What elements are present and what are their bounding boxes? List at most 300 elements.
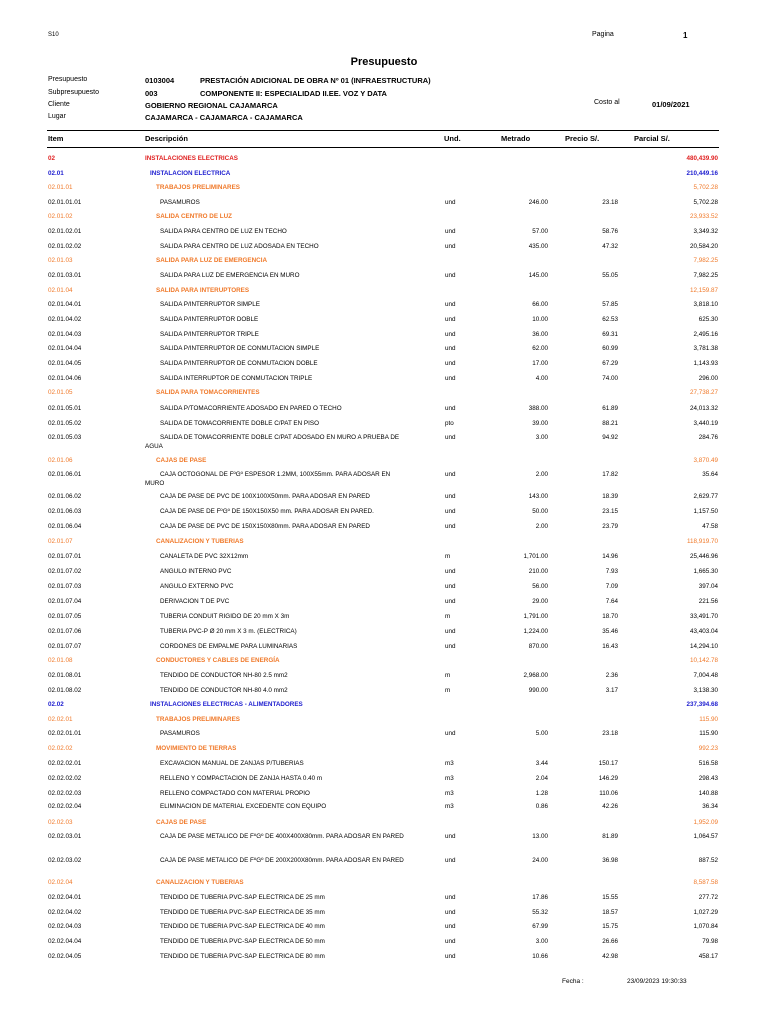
table-group-row: [0, 456, 768, 470]
cell-item: 02.02.04.02: [48, 909, 82, 916]
cell-unit: und: [445, 301, 456, 308]
table-row: [0, 507, 768, 521]
cell-unit: und: [445, 272, 456, 279]
table-group-row: [0, 169, 768, 183]
cell-item: 02.01.05.01: [48, 405, 82, 412]
cell-item: 02.02: [48, 701, 64, 708]
cell-precio: 23.18: [602, 730, 618, 737]
cell-unit: und: [445, 598, 456, 605]
cell-precio: 69.31: [602, 331, 618, 338]
cell-metrado: 4.00: [535, 375, 548, 382]
cell-item: 02.01.06: [48, 457, 73, 464]
table-row: [0, 198, 768, 212]
costo-date: 01/09/2021: [652, 100, 690, 109]
cell-unit: und: [445, 345, 456, 352]
table-row: [0, 937, 768, 951]
cell-parcial: 5,702.28: [693, 199, 718, 206]
cell-precio: 55.05: [602, 272, 618, 279]
cell-parcial: 24,013.32: [689, 405, 718, 412]
cell-unit: und: [445, 923, 456, 930]
cell-parcial: 3,818.10: [693, 301, 718, 308]
cell-item: 02.01.05: [48, 389, 73, 396]
cell-description: RELLENO Y COMPACTACION DE ZANJA HASTA 0.40 m: [160, 775, 323, 782]
cell-metrado: 17.00: [532, 360, 548, 367]
cell-unit: und: [445, 628, 456, 635]
cell-metrado: 3.44: [535, 760, 548, 767]
cell-description: TUBERIA PVC-P Ø 20 mm X 3 m. (ELECTRICA): [160, 628, 297, 635]
cell-item: 02.01.07: [48, 538, 73, 545]
cell-parcial: 992.23: [698, 745, 718, 752]
table-row: [0, 552, 768, 566]
cell-unit: und: [445, 434, 456, 441]
cell-precio: 16.43: [602, 643, 618, 650]
cell-unit: und: [445, 643, 456, 650]
cell-unit: pto: [445, 420, 454, 427]
cell-item: 02.01.05.03: [48, 434, 82, 441]
table-row: [0, 344, 768, 358]
cell-precio: 35.46: [602, 628, 618, 635]
cell-unit: und: [445, 508, 456, 515]
cell-item: 02.01.01.01: [48, 199, 82, 206]
table-row: [0, 922, 768, 936]
cell-item: 02.01.07.01: [48, 553, 82, 560]
cell-parcial: 3,781.38: [693, 345, 718, 352]
cell-metrado: 210.00: [528, 568, 548, 575]
cell-description: CORDONES DE EMPALME PARA LUMINARIAS: [160, 643, 298, 650]
cell-precio: 7.64: [605, 598, 618, 605]
cell-item: 02.01.04: [48, 287, 73, 294]
cell-item: 02.02.03: [48, 819, 73, 826]
table-row: [0, 597, 768, 611]
cell-description: TUBERIA CONDUIT RIGIDO DE 20 mm X 3m: [160, 613, 290, 620]
cell-precio: 17.82: [602, 471, 618, 478]
cell-description: CAJA DE PASE DE FºGº DE 150X150X50 mm. PARA ADOSAR EN PARED.: [160, 508, 374, 515]
lugar-value: CAJAMARCA - CAJAMARCA - CAJAMARCA: [145, 113, 303, 122]
cell-item: 02.01.04.05: [48, 360, 82, 367]
table-row: [0, 582, 768, 596]
cell-item: 02.01.04.06: [48, 375, 82, 382]
cell-parcial: 3,440.19: [693, 420, 718, 427]
cell-item: 02.02.04: [48, 879, 73, 886]
cell-parcial: 284.76: [698, 434, 718, 441]
cell-parcial: 516.58: [698, 760, 718, 767]
table-row: [0, 300, 768, 314]
table-row: [0, 227, 768, 241]
cell-parcial: 23,933.52: [689, 213, 718, 220]
column-header-parcial: Parcial S/.: [634, 134, 670, 143]
cell-parcial: 35.64: [702, 471, 718, 478]
table-group-row: [0, 286, 768, 300]
cell-metrado: 1,224.00: [523, 628, 548, 635]
cell-unit: und: [445, 375, 456, 382]
cell-item: 02.01.04.01: [48, 301, 82, 308]
cell-item: 02.01: [48, 170, 64, 177]
cell-precio: 58.76: [602, 228, 618, 235]
cell-item: 02.02.04.01: [48, 894, 82, 901]
cell-unit: m3: [445, 760, 454, 767]
cell-item: 02.01.08.01: [48, 672, 82, 679]
presupuesto-code: 0103004: [145, 76, 175, 85]
footer-date-label: Fecha :: [562, 978, 584, 985]
cell-parcial: 7,982.25: [693, 272, 718, 279]
cell-parcial: 140.88: [698, 790, 718, 797]
cell-description: CAJAS DE PASE: [156, 457, 207, 464]
cell-item: 02: [48, 155, 56, 162]
cell-item: 02.01.07.07: [48, 643, 82, 650]
cell-metrado: 17.86: [532, 894, 548, 901]
table-row: [0, 567, 768, 581]
table-group-row: [0, 818, 768, 832]
cell-parcial: 43,403.04: [689, 628, 718, 635]
cell-parcial: 25,446.96: [689, 553, 718, 560]
cell-parcial: 3,870.49: [693, 457, 718, 464]
cell-precio: 23.15: [602, 508, 618, 515]
cell-precio: 14.96: [602, 553, 618, 560]
cell-unit: m: [445, 553, 451, 560]
cell-parcial: 1,064.57: [693, 833, 718, 840]
cell-item: 02.01.07.05: [48, 613, 82, 620]
cell-description: ANGULO EXTERNO PVC: [160, 583, 234, 590]
cell-description: TENDIDO DE TUBERIA PVC-SAP ELECTRICA DE 80 mm: [160, 953, 325, 960]
table-row: [0, 908, 768, 922]
table-row: [0, 374, 768, 388]
table-group-row: [0, 388, 768, 402]
cell-parcial: 625.30: [698, 316, 718, 323]
cell-precio: 150.17: [598, 760, 618, 767]
table-row: [0, 242, 768, 256]
cell-item: 02.01.02.02: [48, 243, 82, 250]
cell-description: SALIDA PARA CENTRO DE LUZ EN TECHO: [160, 228, 287, 235]
cell-metrado: 1,701.00: [523, 553, 548, 560]
cell-precio: 36.98: [602, 857, 618, 864]
cell-unit: und: [445, 909, 456, 916]
cell-item: 02.01.06.01: [48, 471, 82, 478]
cell-metrado: 66.00: [532, 301, 548, 308]
table-row: [0, 774, 768, 788]
cell-precio: 18.57: [602, 909, 618, 916]
cell-parcial: 7,004.48: [693, 672, 718, 679]
cell-description: SALIDA P/TOMACORRIENTE ADOSADO EN PARED O TECHO: [160, 405, 342, 412]
document-code: S10: [48, 32, 59, 38]
lugar-label: Lugar: [48, 113, 66, 120]
cell-precio: 146.29: [598, 775, 618, 782]
cell-description: MOVIMIENTO DE TIERRAS: [156, 745, 237, 752]
table-row: [0, 315, 768, 329]
cell-description: INSTALACION ELECTRICA: [150, 170, 231, 177]
cell-description: CANALETA DE PVC 32X12mm: [160, 553, 249, 560]
table-row: [0, 330, 768, 344]
table-row: [0, 802, 768, 816]
cell-parcial: 20,584.20: [689, 243, 718, 250]
cell-unit: und: [445, 894, 456, 901]
cell-item: 02.02.02.03: [48, 790, 82, 797]
table-header: [47, 130, 719, 148]
cell-metrado: 2,968.00: [523, 672, 548, 679]
cell-precio: 62.53: [602, 316, 618, 323]
cell-parcial: 5,702.28: [693, 184, 718, 191]
cell-description: ANGULO INTERNO PVC: [160, 568, 232, 575]
cell-item: 02.01.01: [48, 184, 73, 191]
cell-description: SALIDA P/INTERRUPTOR SIMPLE: [160, 301, 260, 308]
cell-unit: und: [445, 331, 456, 338]
cell-precio: 7.09: [605, 583, 618, 590]
cell-metrado: 435.00: [528, 243, 548, 250]
cell-metrado: 5.00: [535, 730, 548, 737]
cell-precio: 110.06: [599, 790, 618, 797]
cell-description: TRABAJOS PRELIMINARES: [156, 184, 240, 191]
cell-metrado: 36.00: [532, 331, 548, 338]
cell-unit: und: [445, 316, 456, 323]
cell-description: SALIDA P/INTERRUPTOR DE CONMUTACION SIMPLE: [160, 345, 320, 352]
table-group-row: [0, 715, 768, 729]
cliente-value: GOBIERNO REGIONAL CAJAMARCA: [145, 101, 278, 110]
cell-parcial: 36.34: [702, 803, 718, 810]
cell-parcial: 115.90: [699, 716, 718, 723]
cell-metrado: 2.00: [535, 471, 548, 478]
cell-unit: und: [445, 953, 456, 960]
table-group-row: [0, 537, 768, 551]
cell-precio: 3.17: [605, 687, 618, 694]
table-row: [0, 433, 768, 450]
cell-precio: 47.32: [602, 243, 618, 250]
cell-parcial: 480,439.90: [686, 155, 718, 162]
cell-description: SALIDA PARA CENTRO DE LUZ ADOSADA EN TECHO: [160, 243, 319, 250]
cell-description: CANALIZACION Y TUBERIAS: [156, 538, 244, 545]
cliente-label: Cliente: [48, 101, 70, 108]
cell-parcial: 33,491.70: [689, 613, 718, 620]
cell-parcial: 115.90: [699, 730, 718, 737]
cell-precio: 23.79: [602, 523, 618, 530]
cell-description: TENDIDO DE TUBERIA PVC-SAP ELECTRICA DE 35 mm: [160, 909, 325, 916]
cell-item: 02.01.06.03: [48, 508, 82, 515]
cell-metrado: 1,791.00: [523, 613, 548, 620]
subpresupuesto-code: 003: [145, 89, 158, 98]
cell-item: 02.02.02: [48, 745, 73, 752]
cell-metrado: 870.00: [528, 643, 548, 650]
cell-unit: und: [445, 523, 456, 530]
cell-description: SALIDA CENTRO DE LUZ: [156, 213, 233, 220]
cell-parcial: 1,665.30: [693, 568, 718, 575]
table-row: [0, 522, 768, 536]
cell-description: SALIDA P/INTERRUPTOR TRIPLE: [160, 331, 259, 338]
cell-metrado: 143.00: [528, 493, 548, 500]
cell-metrado: 0.86: [535, 803, 548, 810]
cell-description: TENDIDO DE TUBERIA PVC-SAP ELECTRICA DE 50 mm: [160, 938, 325, 945]
cell-unit: m: [445, 613, 451, 620]
cell-unit: und: [445, 583, 456, 590]
cell-description: CAJA DE PASE METALICO DE FºGº DE 400X400X80mm. PARA ADOSAR EN PARED: [160, 833, 404, 840]
table-row: [0, 612, 768, 626]
cell-description: CANALIZACION Y TUBERIAS: [156, 879, 244, 886]
cell-description: SALIDA DE TOMACORRIENTE DOBLE C/PAT ADOSADO EN MURO A PRUEBA DE AGUA: [145, 434, 400, 450]
cell-precio: 60.99: [602, 345, 618, 352]
cell-parcial: 1,952.09: [693, 819, 718, 826]
cell-item: 02.01.07.04: [48, 598, 82, 605]
cell-item: 02.01.02: [48, 213, 73, 220]
cell-description: EXCAVACION MANUAL DE ZANJAS P/TUBERIAS: [160, 760, 304, 767]
cell-description: PASAMUROS: [160, 199, 200, 206]
cell-description: PASAMUROS: [160, 730, 200, 737]
cell-parcial: 27,738.27: [689, 389, 718, 396]
table-row: [0, 893, 768, 907]
cell-parcial: 210,449.16: [686, 170, 718, 177]
cell-parcial: 3,138.30: [693, 687, 718, 694]
cell-item: 02.01.02.01: [48, 228, 82, 235]
cell-description: CAJA DE PASE METALICO DE FºGº DE 200X200X80mm. PARA ADOSAR EN PARED: [160, 857, 404, 864]
cell-precio: 7.93: [605, 568, 618, 575]
table-group-row: [0, 256, 768, 270]
cell-item: 02.01.06.04: [48, 523, 82, 530]
cell-item: 02.02.02.01: [48, 760, 82, 767]
column-header-precio: Precio S/.: [565, 134, 600, 143]
cell-precio: 94.92: [602, 434, 618, 441]
cell-unit: und: [445, 243, 456, 250]
cell-unit: und: [445, 471, 456, 478]
cell-item: 02.02.02.04: [48, 803, 82, 810]
cell-metrado: 3.00: [535, 434, 548, 441]
table-group-row: [0, 700, 768, 714]
table-group-row: [0, 183, 768, 197]
cell-item: 02.02.01: [48, 716, 73, 723]
cell-unit: und: [445, 833, 456, 840]
table-group-row: [0, 878, 768, 892]
cell-item: 02.01.08: [48, 657, 73, 664]
cell-metrado: 24.00: [532, 857, 548, 864]
cell-metrado: 145.00: [528, 272, 548, 279]
costo-label: Costo al: [594, 99, 620, 106]
cell-parcial: 458.17: [698, 953, 718, 960]
cell-unit: m: [445, 672, 451, 679]
cell-precio: 81.89: [602, 833, 618, 840]
cell-parcial: 221.56: [698, 598, 718, 605]
cell-unit: und: [445, 568, 456, 575]
cell-precio: 18.39: [602, 493, 618, 500]
cell-item: 02.02.03.02: [48, 857, 82, 864]
table-row: [0, 271, 768, 285]
cell-metrado: 13.00: [532, 833, 548, 840]
table-group-row: [0, 212, 768, 226]
cell-description: SALIDA PARA LUZ DE EMERGENCIA EN MURO: [160, 272, 300, 279]
cell-item: 02.01.08.02: [48, 687, 82, 694]
table-row: [0, 759, 768, 773]
cell-unit: m3: [445, 775, 454, 782]
cell-description: DERIVACION T DE PVC: [160, 598, 230, 605]
cell-metrado: 56.00: [532, 583, 548, 590]
cell-metrado: 2.00: [535, 523, 548, 530]
table-row: [0, 952, 768, 966]
cell-metrado: 50.00: [532, 508, 548, 515]
cell-unit: und: [445, 730, 456, 737]
presupuesto-description: PRESTACIÓN ADICIONAL DE OBRA Nº 01 (INFRAESTRUCTURA): [200, 76, 431, 85]
subpresupuesto-description: COMPONENTE II: ESPECIALIDAD II.EE. VOZ Y DATA: [200, 89, 387, 98]
cell-item: 02.01.03.01: [48, 272, 82, 279]
cell-description: TENDIDO DE CONDUCTOR NH-80 2.5 mm2: [160, 672, 288, 679]
cell-metrado: 57.00: [532, 228, 548, 235]
column-header-und: Und.: [444, 134, 461, 143]
cell-description: CAJAS DE PASE: [156, 819, 207, 826]
cell-precio: 15.55: [602, 894, 618, 901]
cell-parcial: 1,027.29: [693, 909, 718, 916]
cell-parcial: 3,349.32: [693, 228, 718, 235]
cell-precio: 18.70: [602, 613, 618, 620]
cell-parcial: 1,157.50: [693, 508, 718, 515]
cell-item: 02.01.04.03: [48, 331, 82, 338]
cell-unit: m: [445, 687, 451, 694]
cell-item: 02.01.07.03: [48, 583, 82, 590]
cell-item: 02.01.06.02: [48, 493, 82, 500]
cell-precio: 67.29: [602, 360, 618, 367]
cell-metrado: 1.28: [535, 790, 548, 797]
cell-parcial: 8,587.58: [693, 879, 718, 886]
table-row: [0, 642, 768, 656]
cell-item: 02.02.01.01: [48, 730, 82, 737]
cell-item: 02.01.04.02: [48, 316, 82, 323]
cell-parcial: 79.98: [702, 938, 718, 945]
cell-metrado: 62.00: [532, 345, 548, 352]
cell-metrado: 10.00: [532, 316, 548, 323]
table-row: [0, 492, 768, 506]
cell-metrado: 55.32: [532, 909, 548, 916]
cell-item: 02.02.04.03: [48, 923, 82, 930]
document-title: Presupuesto: [350, 56, 418, 68]
cell-item: 02.02.03.01: [48, 833, 82, 840]
cell-item: 02.02.04.04: [48, 938, 82, 945]
footer-date-value: 23/09/2023 19:30:33: [627, 978, 687, 985]
cell-unit: und: [445, 405, 456, 412]
cell-description: CONDUCTORES Y CABLES DE ENERGÍA: [156, 657, 280, 664]
cell-parcial: 7,982.25: [693, 257, 718, 264]
cell-parcial: 237,394.68: [686, 701, 718, 708]
cell-parcial: 12,159.87: [689, 287, 718, 294]
table-group-row: [0, 154, 768, 168]
cell-unit: m3: [445, 790, 454, 797]
table-row: [0, 470, 768, 487]
cell-metrado: 2.04: [535, 775, 548, 782]
table-row: [0, 832, 768, 846]
cell-parcial: 397.04: [698, 583, 718, 590]
column-header-metrado: Metrado: [501, 134, 531, 143]
cell-parcial: 47.58: [702, 523, 718, 530]
cell-parcial: 1,143.93: [693, 360, 718, 367]
cell-description: TENDIDO DE TUBERIA PVC-SAP ELECTRICA DE 25 mm: [160, 894, 325, 901]
cell-precio: 57.85: [602, 301, 618, 308]
cell-parcial: 887.52: [698, 857, 718, 864]
cell-metrado: 3.00: [535, 938, 548, 945]
cell-description: CAJA DE PASE DE PVC DE 100X100X50mm. PARA ADOSAR EN PARED: [160, 493, 370, 500]
table-row: [0, 856, 768, 870]
cell-precio: 15.75: [602, 923, 618, 930]
presupuesto-label: Presupuesto: [48, 76, 88, 83]
cell-precio: 2.36: [605, 672, 618, 679]
column-header-descripcion: Descripción: [145, 134, 188, 143]
cell-parcial: 1,070.84: [693, 923, 718, 930]
cell-unit: und: [445, 228, 456, 235]
table-row: [0, 789, 768, 803]
cell-description: SALIDA PARA TOMACORRIENTES: [156, 389, 260, 396]
cell-precio: 26.66: [602, 938, 618, 945]
cell-parcial: 277.72: [698, 894, 718, 901]
cell-item: 02.01.04.04: [48, 345, 82, 352]
cell-metrado: 29.00: [532, 598, 548, 605]
cell-description: SALIDA DE TOMACORRIENTE DOBLE C/PAT EN PISO: [160, 420, 319, 427]
cell-unit: und: [445, 199, 456, 206]
table-row: [0, 404, 768, 418]
cell-parcial: 14,294.10: [689, 643, 718, 650]
cell-precio: 42.98: [602, 953, 618, 960]
table-row: [0, 419, 768, 433]
table-row: [0, 729, 768, 743]
page-label: Pagina: [592, 31, 614, 38]
